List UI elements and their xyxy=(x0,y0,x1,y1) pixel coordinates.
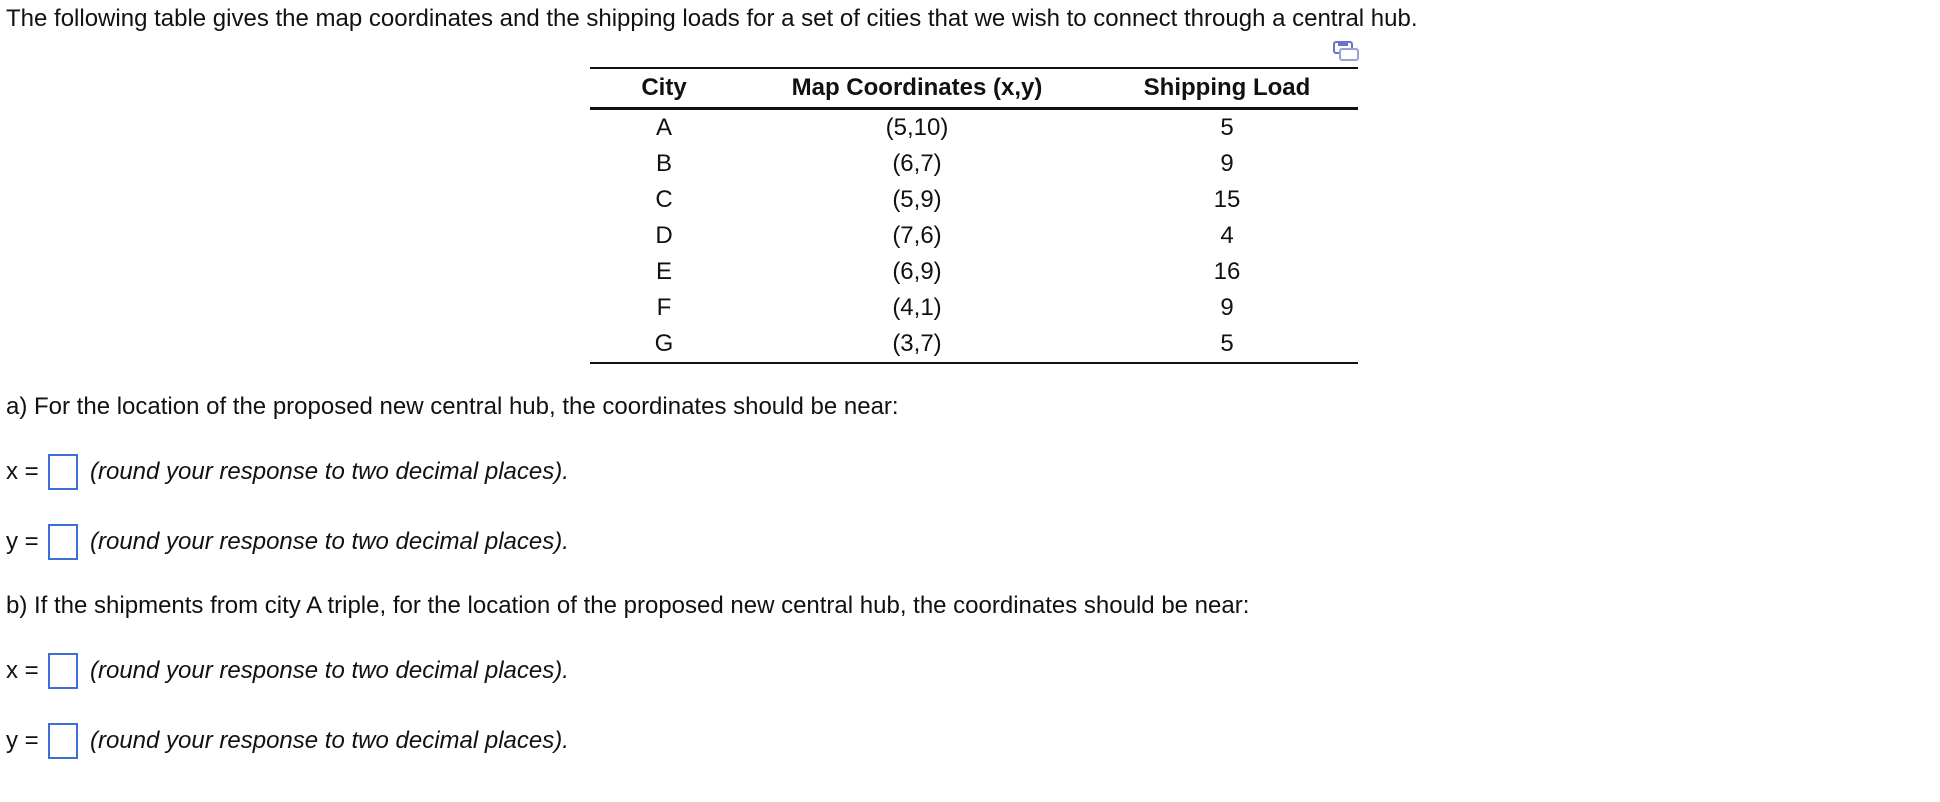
table-row xyxy=(590,254,1358,290)
table-row xyxy=(590,146,1358,182)
copy-table-icon[interactable] xyxy=(1332,40,1360,62)
part-a-x-label: x = xyxy=(6,458,39,485)
part-b-x-label: x = xyxy=(6,657,39,684)
part-a-y-row xyxy=(6,522,569,562)
part-b-x-hint: (round your response to two decimal places). xyxy=(90,657,569,684)
load-cell: 5 xyxy=(1220,330,1234,357)
part-b-x-input[interactable] xyxy=(48,653,78,689)
part-a-question: a) For the location of the proposed new central hub, the coordinates should be near: xyxy=(6,393,899,420)
part-a-x-hint: (round your response to two decimal places). xyxy=(90,458,569,485)
load-cell: 16 xyxy=(1213,258,1241,285)
city-cell: B xyxy=(655,150,672,177)
table-row xyxy=(590,290,1358,326)
intro-text: The following table gives the map coordinates and the shipping loads for a set of cities that we wish to connect through a central hub. xyxy=(6,5,1418,32)
load-cell: 15 xyxy=(1213,186,1241,213)
coordinates-cell: (5,10) xyxy=(885,114,949,141)
data-table-container xyxy=(590,67,1358,364)
city-cell: D xyxy=(655,222,673,249)
part-b-y-label: y = xyxy=(6,727,39,754)
coordinates-cell: (6,9) xyxy=(892,258,942,285)
coordinates-cell: (5,9) xyxy=(892,186,942,213)
coordinates-cell: (3,7) xyxy=(892,330,942,357)
city-data-table xyxy=(590,67,1358,364)
table-row xyxy=(590,182,1358,218)
table-row xyxy=(590,218,1358,254)
city-cell: C xyxy=(655,186,673,213)
city-cell: E xyxy=(655,258,672,285)
part-a-x-row xyxy=(6,452,569,492)
load-cell: 9 xyxy=(1220,150,1234,177)
city-cell: G xyxy=(654,330,674,357)
load-cell: 4 xyxy=(1220,222,1234,249)
city-cell: F xyxy=(656,294,672,321)
part-a-x-input[interactable] xyxy=(48,454,78,490)
part-b-question: b) If the shipments from city A triple, for the location of the proposed new central hub, the coordinates should be near: xyxy=(6,592,1250,619)
load-cell: 9 xyxy=(1220,294,1234,321)
part-a-y-label: y = xyxy=(6,528,39,555)
part-a-y-hint: (round your response to two decimal places). xyxy=(90,528,569,555)
coordinates-cell: (4,1) xyxy=(892,294,942,321)
table-row xyxy=(590,109,1358,147)
header-coordinates: Map Coordinates (x,y) xyxy=(738,68,1096,109)
city-cell: A xyxy=(655,114,672,141)
table-row xyxy=(590,326,1358,363)
part-b-y-hint: (round your response to two decimal places). xyxy=(90,727,569,754)
part-b-x-row xyxy=(6,651,569,691)
coordinates-cell: (6,7) xyxy=(892,150,942,177)
coordinates-cell: (7,6) xyxy=(892,222,942,249)
part-b-y-row xyxy=(6,721,569,761)
part-a-y-input[interactable] xyxy=(48,524,78,560)
load-cell: 5 xyxy=(1220,114,1234,141)
header-shipping-load: Shipping Load xyxy=(1096,68,1358,109)
header-city: City xyxy=(590,68,738,109)
part-b-y-input[interactable] xyxy=(48,723,78,759)
table-header-row xyxy=(590,68,1358,109)
